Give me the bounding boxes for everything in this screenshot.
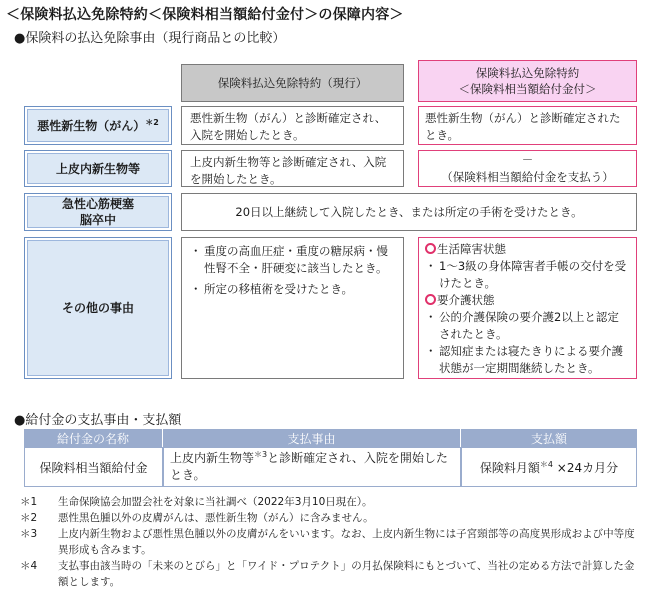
cell-intraepithelial-new — [418, 150, 637, 187]
note-ref-3: ＊3 — [254, 450, 268, 459]
footnote: ＊1 生命保険協会加盟会社を対象に当社調べ（2022年3月10日現在）。 — [20, 496, 373, 508]
footnote: ＊4 支払事由該当時の「未来のとびら」と「ワイド・プロテクト」の月払保険料にもとづいて、当社の定める方法で計算した金額とします。 — [20, 560, 635, 588]
table-cell-reason: 上皮内新生物等$^{*3}$と診断確定され、入院を開始したとき。 — [163, 447, 461, 487]
header-current-label: 保険料払込免除特約（現行） — [217, 76, 368, 90]
circle-marker-icon — [425, 294, 436, 305]
note-ref-2: ＊2 — [145, 117, 159, 127]
table-header-amount: 支払額 — [461, 429, 637, 447]
cell-other-current — [181, 237, 404, 379]
row-label-acute-line2: 脳卒中 — [79, 213, 116, 227]
table-cell-amount: 保険料月額$^{*4}$ ×24カ月分 — [461, 447, 637, 487]
header-new-line2: ＜保険料相当額給付金付＞ — [458, 82, 597, 96]
section2-heading: ●給付金の支払事由・支払額 — [14, 413, 182, 428]
other-current-item: ・ 所定の移植術を受けたとき。 — [190, 282, 354, 296]
circle-marker-icon — [425, 243, 436, 254]
footnote: ＊3 上皮内新生物および悪性黒色腫以外の皮膚がんをいいます。なお、上皮内新生物には子宮頸部等の高度異形成および中等度異形成も含みます。 — [20, 528, 635, 556]
row-label-acute-line1: 急性心筋梗塞 — [61, 197, 134, 211]
cell-intraepithelial-current: 上皮内新生物等と診断確定され、入院を開始したとき。 — [181, 150, 404, 187]
care-needed-title: 要介護状態 — [425, 292, 630, 309]
row-label-intraepithelial-text: 上皮内新生物等 — [55, 161, 140, 176]
footnotes — [20, 494, 640, 590]
cell-acute-both: 20日以上継続して入院したとき、または所定の手術を受けたとき。 — [181, 193, 637, 231]
cell-other-new — [418, 237, 637, 379]
row-label-other — [24, 237, 172, 379]
other-new-item: ・ 認知症または寝たきりによる要介護状態が一定期間継続したとき。 — [425, 344, 623, 375]
table-header-name: 給付金の名称 — [24, 429, 163, 447]
note-ref-4: ＊4 — [539, 459, 553, 469]
header-new — [418, 60, 637, 102]
other-current-item: ・ 重度の高血圧症・重度の糖尿病・慢性腎不全・肝硬変に該当したとき。 — [190, 244, 388, 275]
row-label-other-text: その他の事由 — [61, 301, 134, 315]
cell-cancer-current: 悪性新生物（がん）と診断確定され、入院を開始したとき。 — [181, 106, 404, 145]
other-new-item: ・ 公的介護保険の要介護2以上と認定されたとき。 — [425, 310, 619, 341]
row-label-cancer-text: 悪性新生物（がん） — [37, 118, 146, 133]
header-current — [181, 64, 404, 102]
section1-heading: ●保険料の払込免除事由（現行商品との比較） — [14, 31, 286, 46]
intraepithelial-new-dash: － — [521, 152, 534, 167]
header-new-line1: 保険料払込免除特約 — [475, 66, 580, 80]
cell-cancer-new: 悪性新生物（がん）と診断確定されたとき。 — [418, 106, 637, 145]
table-header-reason: 支払事由 — [163, 429, 461, 447]
intraepithelial-new-note: （保険料相当額給付金を支払う） — [441, 169, 614, 184]
footnote: ＊2 悪性黒色腫以外の皮膚がんは、悪性新生物（がん）に含みません。 — [20, 512, 374, 524]
page-title: ＜保険料払込免除特約＜保険料相当額給付金付＞の保障内容＞ — [6, 7, 404, 23]
row-label-acute — [24, 193, 172, 231]
other-new-item: ・ 1～3級の身体障害者手帳の交付を受けたとき。 — [425, 259, 627, 290]
table-cell-name: 保険料相当額給付金 — [24, 447, 163, 487]
life-disability-title: 生活障害状態 — [425, 241, 630, 258]
row-label-intraepithelial — [24, 150, 172, 187]
row-label-cancer — [24, 106, 172, 145]
